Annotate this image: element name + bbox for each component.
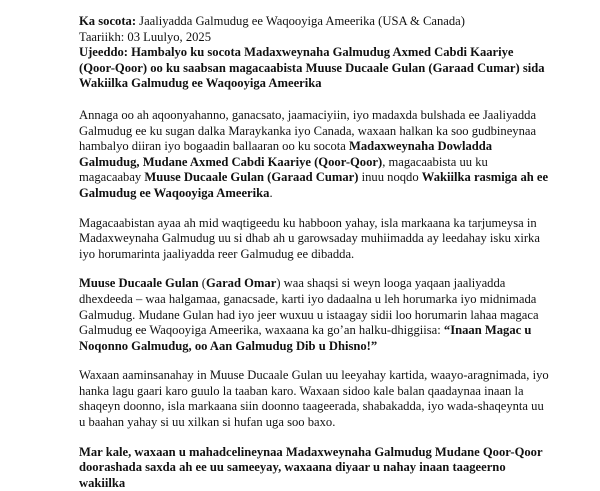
paragraph-3 — [79, 276, 549, 354]
p1-bold-appointee: Muuse Ducaale Gulan (Garaad Cumar) — [144, 170, 359, 185]
p3-bold-nickname: Garad Omar — [206, 276, 277, 291]
recipient-line — [79, 14, 549, 30]
p1-text-1: Annaga oo ah aqoonyahanno, ganacsato, jaamaciyiin, iyo madaxda bulshada ee Jaaliyadda Galmudug ee ku sugan dalka Maraykanka iyo Canada, waxaan halkan ka soo gudbineynaa hambalyo diiran iyo bogaadin ballaaran oo ku socota — [79, 107, 537, 154]
p1-text-4: . — [269, 185, 273, 200]
paragraph-1 — [79, 108, 549, 202]
paragraph-2: Magacaabistan ayaa ah mid waqtigeedu ku habboon yahay, isla markaana ka tarjumeysa in Madaxweynaha Galmudug uu si dhab ah u garowsaday muhiimadda ay leedahay isku xirka iyo horumarinta jaaliyadda reer Galmudug ee dibadda. — [79, 215, 540, 261]
p1-text-2: , magacaabista uu ku magacaabay — [79, 154, 488, 185]
p1-bold-role: Wakiilka rasmiga ah ee Galmudug ee Waqooyiga Ameerika — [79, 170, 549, 200]
letter-page — [79, 14, 549, 491]
p1-text-3: inuu noqdo — [358, 170, 422, 185]
paragraph-4: Waxaan aaminsanahay in Muuse Ducaale Gulan uu leeyahay kartida, waayo-aragnimada, iyo hanka lagu gaari karo guulo la taaban karo. Waxaan sidoo kale balan qaadaynaa inaan la shaqeyn doonno, isla markaana siin doonno taageerada, shabakadda, iyo wada-shaqeynta uu u baahan yahay si uu xilkan si hufan uga soo baxo. — [79, 368, 549, 430]
p3-text-1: ( — [198, 276, 206, 291]
subject-line: Ujeeddo: Hambalyo ku socota Madaxweynaha Galmudug Axmed Cabdi Kaariye (Qoor-Qoor) oo ku saabsan magacaabista Muuse Ducaale Gulan (Garaad Cumar) sida Wakiilka Galmudug ee Waqooyiga Ameerika — [79, 45, 545, 91]
p1-bold-president: Madaxweynaha Dowladda Galmudug, Mudane Axmed Cabdi Kaariye (Qoor-Qoor) — [79, 139, 493, 169]
recipient-value: Jaaliyadda Galmudug ee Waqooyiga Ameerika (USA & Canada) — [136, 14, 465, 28]
p5-bold-text: Mar kale, waxaan u mahadcelineynaa Madaxweynaha Galmudug Mudane Qoor-Qoor doorashada saxda ah ee uu sameeyay, waxaana diyaar u nahay inaan taageerno wakiilka — [79, 444, 543, 490]
p3-bold-name: Muuse Ducaale Gulan — [79, 276, 199, 291]
p3-text-2: ) waa shaqsi si weyn looga yaqaan jaaliyadda dhexdeeda – waa halgamaa, ganacsade, karti iyo dadaalna u leh horumarka iyo midnimada Galmudug. Mudane Gulan had iyo jeer wuxuu u istaagay sidii loo horumarin lahaa magaca Galmudug ee Waqooyiga Ameerika, waxaana ka go’an halku-dhiggiisa: — [79, 276, 539, 338]
date-line: Taariikh: 03 Luulyo, 2025 — [79, 29, 212, 44]
p3-motto-quote: “Inaan Magac u Noqonno Galmudug, oo Aan Galmudug Dib u Dhisno!” — [79, 323, 532, 353]
recipient-label: Ka socota: — [79, 14, 137, 28]
paragraph-5 — [79, 445, 549, 491]
